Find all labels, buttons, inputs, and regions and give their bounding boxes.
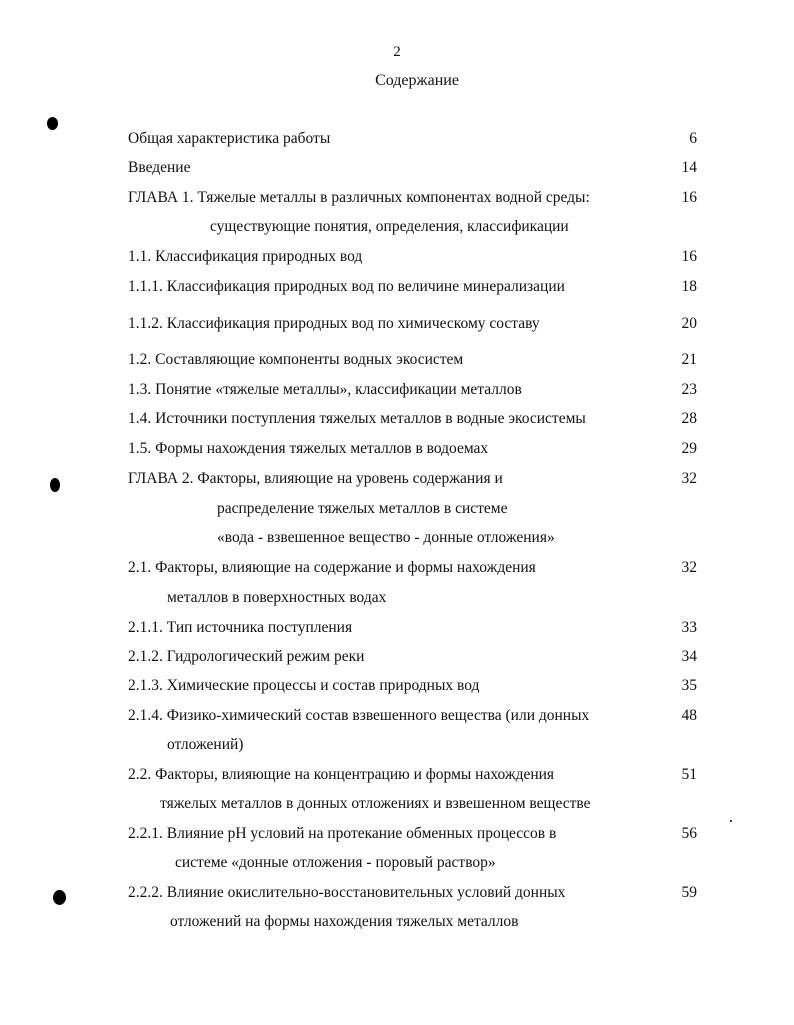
toc-entry-title: ГЛАВА 1. Тяжелые металлы в различных компонентах водной среды: [128, 189, 590, 206]
toc-entry-page: 35 [681, 677, 697, 694]
toc-entry-page: 34 [681, 648, 697, 665]
toc-entry-page: 51 [681, 766, 697, 783]
toc-entry-continuation: системе «донные отложения - поровый раствор» [175, 854, 496, 871]
toc-entry-title: 1.2. Составляющие компоненты водных экосистем [128, 351, 464, 368]
toc-entry-page: 29 [681, 440, 697, 457]
toc-entry-page: 28 [681, 410, 697, 427]
toc-entry-continuation: распределение тяжелых металлов в системе [217, 500, 508, 517]
toc-entry-title: 1.1.1. Классификация природных вод по величине минерализации [128, 278, 565, 295]
toc-entry-title: 1.1.2. Классификация природных вод по химическому составу [128, 315, 540, 332]
toc-entry-title: 2.1.1. Тип источника поступления [128, 619, 353, 636]
toc-entry-continuation: металлов в поверхностных водах [167, 589, 387, 606]
toc-entry-page: 32 [681, 559, 697, 576]
toc-entry-page: 16 [681, 189, 697, 206]
toc-entry-title: Общая характеристика работы [128, 130, 331, 147]
toc-entry-page: 21 [681, 351, 697, 368]
toc-entry-continuation: отложений на формы нахождения тяжелых металлов [170, 913, 519, 930]
toc-entry-title: 1.1. Классификация природных вод [128, 248, 363, 265]
page-title: Содержание [375, 72, 459, 89]
toc-entry-title: 2.1. Факторы, влияющие на содержание и формы нахождения [128, 559, 536, 576]
toc-entry-page: 56 [681, 825, 697, 842]
toc-entry-title: 2.2.1. Влияние pH условий на протекание обменных процессов в [128, 825, 557, 842]
toc-entry-title: 2.1.2. Гидрологический режим реки [128, 648, 365, 665]
toc-entry-title: 1.4. Источники поступления тяжелых металлов в водные экосистемы [128, 410, 586, 427]
toc-entry-continuation: отложений) [167, 736, 244, 753]
toc-entry-page: 32 [681, 470, 697, 487]
toc-entry-title: 2.2.2. Влияние окислительно-восстановительных условий донных [128, 884, 566, 901]
toc-entry-title: 2.2. Факторы, влияющие на концентрацию и формы нахождения [128, 766, 555, 783]
toc-entry-page: 59 [681, 884, 697, 901]
toc-entry-continuation: «вода - взвешенное вещество - донные отложения» [217, 529, 555, 546]
toc-entry-title: Введение [128, 159, 191, 176]
toc-entry-page: 20 [681, 315, 697, 332]
page-number: 2 [393, 44, 401, 60]
toc-entry-page: 33 [681, 619, 697, 636]
toc-entry-page: 16 [681, 248, 697, 265]
toc-entry-title: ГЛАВА 2. Факторы, влияющие на уровень содержания и [128, 470, 503, 487]
toc-entry-page: 18 [681, 278, 697, 295]
toc-entry-page: 48 [681, 707, 697, 724]
toc-entry-page: 6 [689, 130, 697, 147]
toc-entry-title: 2.1.3. Химические процессы и состав природных вод [128, 677, 480, 694]
toc-entry-continuation: существующие понятия, определения, классификации [210, 218, 569, 235]
toc-entry-title: 1.3. Понятие «тяжелые металлы», классификации металлов [128, 381, 522, 398]
toc-entry-title: 1.5. Формы нахождения тяжелых металлов в водоемах [128, 440, 489, 457]
toc-entry-title: 2.1.4. Физико-химический состав взвешенного вещества (или донных [128, 707, 590, 724]
toc-entry-continuation: тяжелых металлов в донных отложениях и взвешенном веществе [160, 795, 591, 812]
toc-entry-page: 23 [681, 381, 697, 398]
toc-entry-page: 14 [681, 159, 697, 176]
